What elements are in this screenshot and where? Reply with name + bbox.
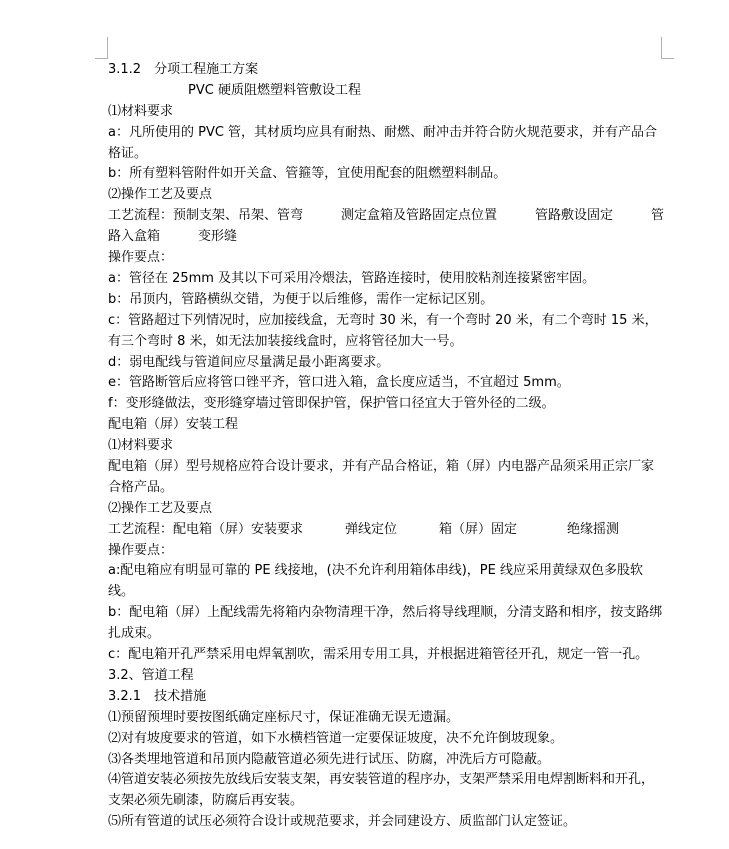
page-corner-top-right-mark [661, 46, 674, 59]
pvc-point-e: e：管路断管后应将管口锉平齐，管口进入箱，盒长度应适当，不宜超过 5mm。 [108, 375, 570, 391]
pvc-points-heading: 操作要点： [108, 250, 174, 266]
pvc-flow-step-5: 路入盒箱 [108, 229, 161, 245]
pvc-point-b: b：吊顶内，管路横纵交错，为便于以后维修，需作一定标记区别。 [108, 291, 494, 307]
section-heading-3-2: 3.2、管道工程 [108, 668, 194, 683]
box-point-c: c：配电箱开孔严禁采用电焊氧割吹，需采用专用工具，并根据进箱管径开孔，规定一管一孔。 [108, 647, 649, 663]
pipe-measure-5: ⑸所有管道的试压必须符合设计或规范要求，并会同建设方、质监部门认定签证。 [108, 814, 577, 830]
pvc-point-d: d：弱电配线与管道间应尽量满足最小距离要求。 [108, 354, 390, 370]
pvc-title: PVC 硬质阻燃塑料管敷设工程 [188, 82, 361, 98]
page-corner-top-left-mark [95, 46, 108, 59]
box-points-heading: 操作要点： [108, 542, 174, 558]
pvc-point-c: c：管路超过下列情况时，应加接线盒，无弯时 30 米，有一个弯时 20 米，有二个弯时 15 米，有三个弯时 8 米，如无法加装接线盒时，应将管径加大一号。 [108, 312, 658, 349]
box-process-flow [108, 520, 664, 541]
pvc-process-flow-cont [108, 227, 664, 248]
box-flow-label: 工艺流程：配电箱（屏）安装要求 [108, 521, 304, 537]
section-heading-3-1-2: 3.1.2 分项工程施工方案 [108, 62, 259, 77]
pvc-material-b: b：所有塑料管附件如开关盒、管箍等，宜使用配套的阻燃塑料制品。 [108, 166, 507, 182]
box-material-heading: ⑴材料要求 [108, 438, 174, 454]
pvc-flow-label: 工艺流程：预制支架、吊架、管弯 [108, 208, 304, 224]
box-operation-heading: ⑵操作工艺及要点 [108, 500, 213, 516]
pvc-flow-step-3: 管路敷设固定 [534, 208, 613, 224]
box-flow-step-3: 箱（屏）固定 [439, 521, 518, 537]
distribution-box-title: 配电箱（屏）安装工程 [108, 417, 239, 433]
pvc-operation-heading: ⑵操作工艺及要点 [108, 187, 213, 203]
section-heading-3-2-1: 3.2.1 技术措施 [108, 688, 207, 704]
pipe-measure-4: ⑷管道安装必须按先放线后安装支架，再安装管道的程序办，支架严禁采用电焊割断料和开孔，支架必须先刷漆，防腐后再安装。 [108, 772, 655, 809]
pvc-material-a: a：凡所使用的 PVC 管，其材质均应具有耐热、耐燃、耐冲击并符合防火规范要求，并有产品合格证。 [108, 124, 658, 161]
pvc-flow-step-2: 测定盒箱及管路固定点位置 [340, 208, 497, 224]
pvc-flow-step-6: 变形缝 [198, 229, 238, 245]
box-flow-step-2: 弹线定位 [345, 521, 398, 537]
pvc-material-heading: ⑴材料要求 [108, 103, 174, 119]
box-material-text: 配电箱（屏）型号规格应符合设计要求，并有产品合格证，箱（屏）内电器产品须采用正宗厂家合格产品。 [108, 458, 655, 495]
pvc-point-a: a：管径在 25mm 及其以下可采用冷煨法，管路连接时，使用胶粘剂连接紧密牢固。 [108, 270, 596, 286]
box-point-a: a:配电箱应有明显可靠的 PE 线接地，(决不允许利用箱体串线)，PE 线应采用黄绿双色多股软线。 [108, 563, 643, 600]
box-flow-step-4: 绝缘摇测 [567, 521, 620, 537]
pipe-measure-2: ⑵对有坡度要求的管道，如下水横档管道一定要保证坡度，决不允许倒坡现象。 [108, 730, 564, 746]
pvc-flow-step-4: 管 [650, 208, 664, 224]
pvc-process-flow [108, 206, 664, 227]
pipe-measure-3: ⑶各类埋地管道和吊顶内隐蔽管道必须先进行试压、防腐，冲洗后方可隐蔽。 [108, 751, 551, 767]
pvc-point-f: f：变形缝做法，变形缝穿墙过管即保护管，保护管口径宜大于管外径的二级。 [108, 396, 555, 412]
pipe-measure-1: ⑴预留预埋时要按图纸确定座标尺寸，保证准确无误无遗漏。 [108, 709, 460, 725]
document-body [108, 60, 664, 833]
box-point-b: b：配电箱（屏）上配线需先将箱内杂物清理干净，然后将导线理顺，分清支路和相序，按支路绑扎成束。 [108, 605, 663, 642]
